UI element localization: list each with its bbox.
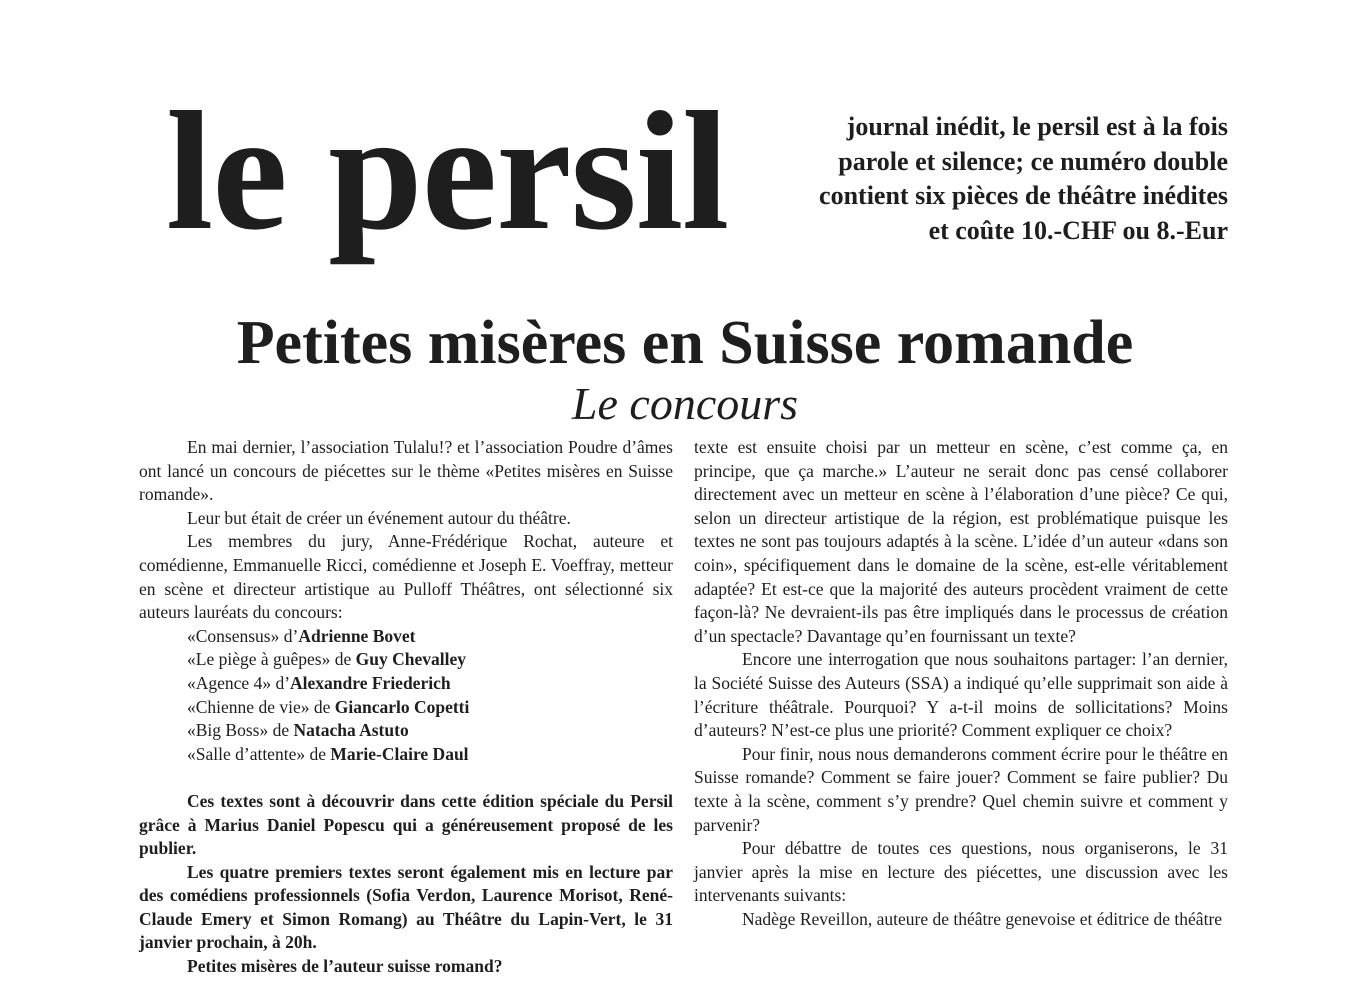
article-headline: Petites misères en Suisse romande bbox=[236, 309, 1134, 377]
paragraph: En mai dernier, l’association Tulalu!? et l’association Poudre d’âmes ont lancé un concours de piécettes sur le thème «Petites misères en Suisse romande». bbox=[139, 437, 673, 505]
paragraph: Pour finir, nous nous demanderons comment écrire pour le théâtre en Suisse romande? Comment se faire jouer? Comment se faire publier? Du texte à la scène, comment s’y prendre? Quel chemin suivre et comment y parvenir? bbox=[694, 743, 1228, 835]
author-name: Guy Chevalley bbox=[355, 649, 466, 670]
bold-paragraph: Ces textes sont à découvrir dans cette édition spéciale du Persil grâce à Marius Daniel Popescu qui a généreusement proposé de les publier. bbox=[139, 790, 673, 859]
article-subhead: Le concours bbox=[571, 378, 799, 429]
play-title: «Chienne de vie» de bbox=[187, 696, 335, 717]
laureate-entry bbox=[139, 719, 673, 743]
tagline-line: contient six pièces de théâtre inédites bbox=[819, 181, 1228, 210]
paragraph: Encore une interrogation que nous souhaitons partager: l’an dernier, la Société Suisse des Auteurs (SSA) a indiqué qu’elle supprimait son aide à l’écriture théâtrale. Pourquoi? Y a-t-il moins de sollicitations? Moins d’auteurs? N’est-ce plus une priorité? Comment expliquer ce choix? bbox=[694, 649, 1228, 741]
spacer bbox=[139, 766, 673, 790]
play-title: «Consensus» d’ bbox=[187, 625, 299, 646]
tagline-line: parole et silence; ce numéro double bbox=[838, 146, 1228, 176]
paragraph: Pour débattre de toutes ces questions, nous organiserons, le 31 janvier après la mise en lecture des piécettes, une discussion avec les intervenants suivants: bbox=[694, 838, 1228, 906]
author-name: Adrienne Bovet bbox=[298, 625, 416, 646]
author-name: Natacha Astuto bbox=[293, 720, 409, 741]
paragraph: Nadège Reveillon, auteure de théâtre genevoise et éditrice de théâtre bbox=[742, 908, 1223, 929]
author-name: Giancarlo Copetti bbox=[334, 696, 470, 717]
play-title: «Agence 4» d’ bbox=[187, 672, 291, 693]
laureate-entry bbox=[139, 648, 673, 672]
paragraph: Les membres du jury, Anne-Frédérique Rochat, auteure et comédienne, Emmanuelle Ricci, comédienne et Joseph E. Voeffray, metteur en scène et directeur artistique au Pulloff Théâtres, ont sélectionné six auteurs lauréats du concours: bbox=[139, 531, 673, 623]
bold-paragraph: Les quatre premiers textes seront également mis en lecture par des comédiens professionnels (Sofia Verdon, Laurence Morisot, René-Claude Emery et Simon Romang) au Théâtre du Lapin-Vert, le 31 janvier prochain, à 20h. bbox=[139, 861, 673, 953]
bold-paragraph: Petites misères de l’auteur suisse romand? bbox=[187, 956, 503, 977]
laureate-entry bbox=[139, 625, 673, 649]
masthead-title: le persil bbox=[166, 77, 729, 265]
tagline-line: journal inédit, le persil est à la fois bbox=[846, 112, 1228, 141]
play-title: «Big Boss» de bbox=[187, 720, 294, 741]
paragraph: Leur but était de créer un événement autour du théâtre. bbox=[187, 507, 571, 528]
tagline bbox=[708, 110, 1228, 248]
author-name: Marie-Claire Daul bbox=[330, 743, 469, 764]
left-column bbox=[139, 436, 673, 979]
tagline-line: et coûte 10.-CHF ou 8.-Eur bbox=[928, 215, 1228, 245]
laureate-entry bbox=[139, 696, 673, 720]
author-name: Alexandre Friederich bbox=[290, 672, 451, 693]
right-column bbox=[694, 436, 1228, 931]
play-title: «Le piège à guêpes» de bbox=[187, 649, 356, 670]
laureate-entry bbox=[139, 672, 673, 696]
play-title: «Salle d’attente» de bbox=[187, 743, 331, 764]
paragraph: texte est ensuite choisi par un metteur en scène, c’est comme ça, en principe, que ça marche.» L’auteur ne serait donc pas censé collaborer directement avec un metteur en scène à l’élaboration d’une pièce? Ce qui, selon un directeur artistique de la région, est problématique puisque les textes ne sont pas toujours adaptés à la scène. L’idée d’un auteur «dans son coin», spécifiquement dans le domaine de la scène, est-elle véritablement adaptée? Et est-ce que la majorité des auteurs procèdent vraiment de cette façon-là? Ne devraient-ils pas être impliqués dans le processus de création d’un spectacle? Davantage qu’en fournissant un texte? bbox=[694, 437, 1228, 646]
laureate-entry bbox=[139, 743, 673, 767]
